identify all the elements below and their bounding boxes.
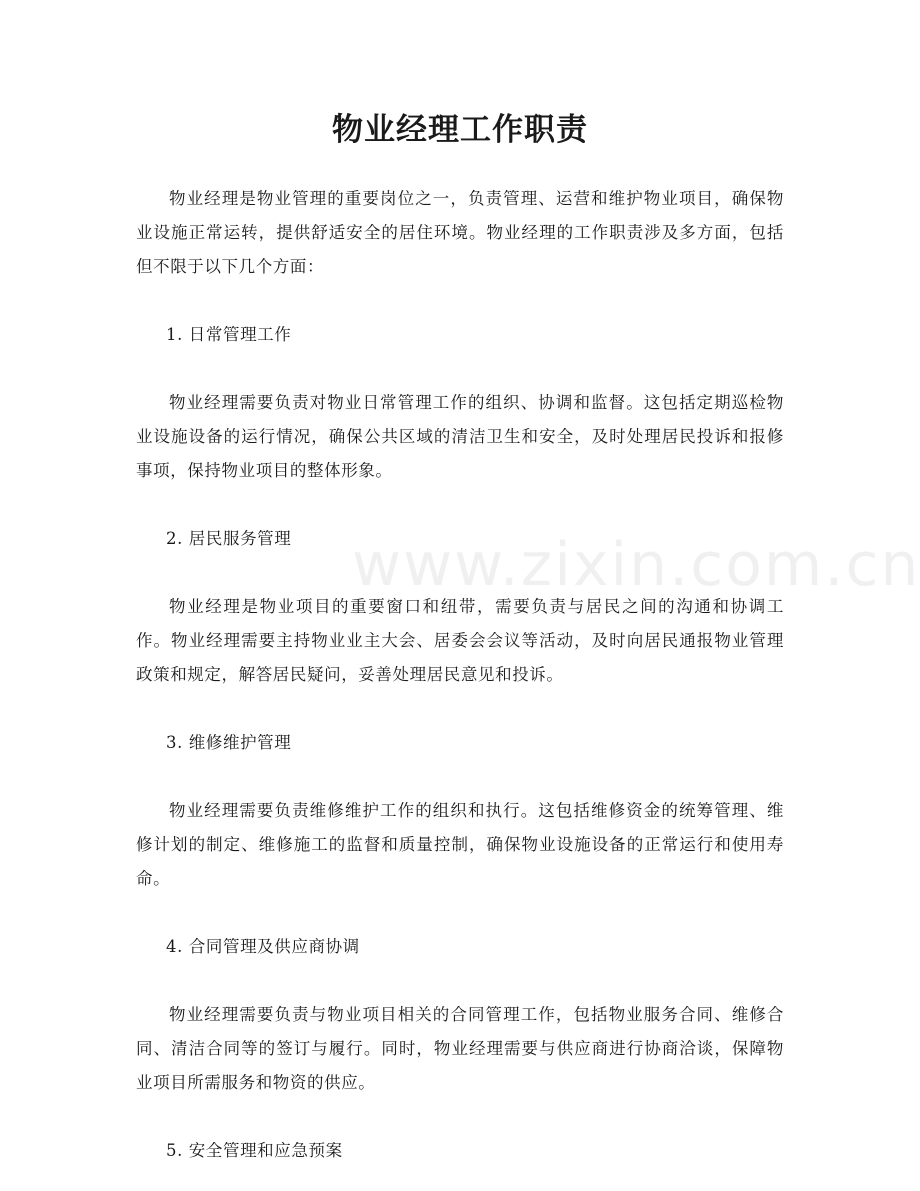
document-title: 物业经理工作职责 — [332, 112, 588, 148]
paragraph-gap — [136, 964, 784, 998]
section-text-3: 物业经理需要负责维修维护工作的组织和执行。这包括维修资金的统筹管理、维修计划的制定、维修施工的监督和质量控制，确保物业设施设备的正常运行和使用寿命。 — [136, 801, 784, 888]
paragraph-gap — [136, 284, 784, 318]
paragraph-gap — [136, 760, 784, 794]
section-text-4: 物业经理需要负责与物业项目相关的合同管理工作，包括物业服务合同、维修合同、清洁合同等的签订与履行。同时，物业经理需要与供应商进行协商洽谈，保障物业项目所需服务和物资的供应。 — [136, 1005, 784, 1092]
paragraph-gap — [136, 692, 784, 726]
watermark-text: www.zixin.com.cn — [352, 530, 920, 600]
section-heading-1: 1. 日常管理工作 — [166, 325, 292, 344]
section-text-2: 物业经理是物业项目的重要窗口和纽带，需要负责与居民之间的沟通和协调工作。物业经理需要主持物业业主大会、居委会会议等活动，及时向居民通报物业管理政策和规定，解答居民疑问，妥善处理居民意见和投诉。 — [136, 597, 784, 684]
paragraph-gap — [136, 352, 784, 386]
paragraph-gap — [136, 1100, 784, 1134]
section-text-1: 物业经理需要负责对物业日常管理工作的组织、协调和监督。这包括定期巡检物业设施设备的运行情况，确保公共区域的清洁卫生和安全，及时处理居民投诉和报修事项，保持物业项目的整体形象。 — [136, 393, 784, 480]
section-heading-3: 3. 维修维护管理 — [166, 733, 292, 752]
section-heading-2: 2. 居民服务管理 — [166, 529, 292, 548]
section-heading-5: 5. 安全管理和应急预案 — [166, 1141, 343, 1160]
paragraph-gap — [136, 896, 784, 930]
section-heading-4: 4. 合同管理及供应商协调 — [166, 937, 360, 956]
intro-paragraph: 物业经理是物业管理的重要岗位之一，负责管理、运营和维护物业项目，确保物业设施正常运转，提供舒适安全的居住环境。物业经理的工作职责涉及多方面，包括但不限于以下几个方面： — [136, 189, 784, 276]
document-body — [136, 182, 784, 1168]
paragraph-gap — [136, 556, 784, 590]
paragraph-gap — [136, 488, 784, 522]
